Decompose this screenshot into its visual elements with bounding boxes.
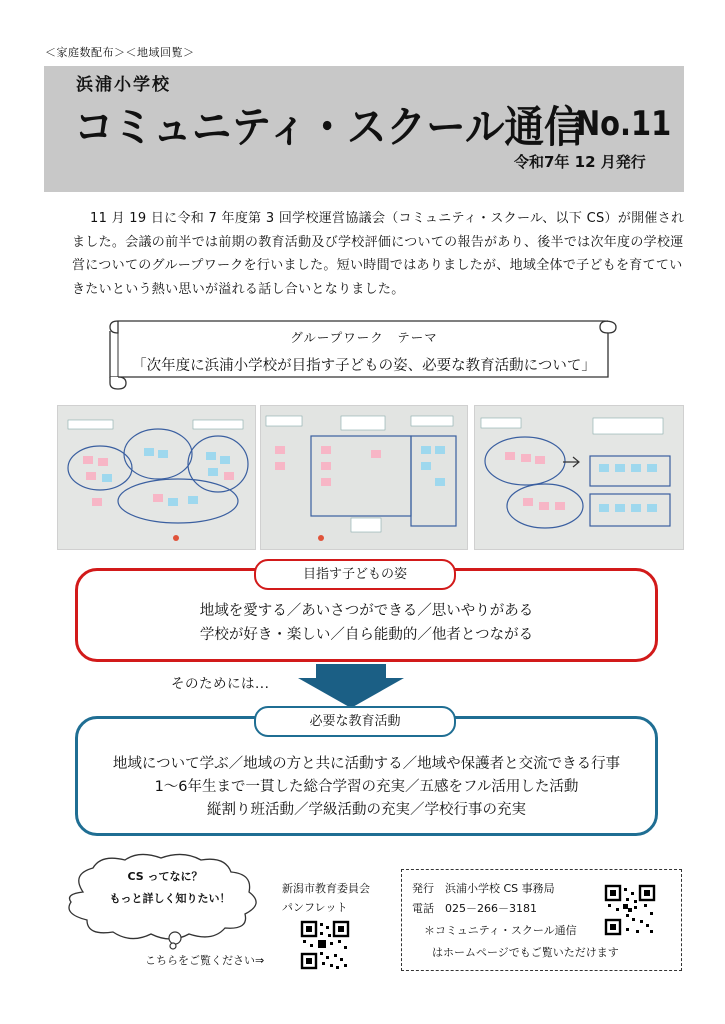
theme-label: グループワーク テーマ <box>290 330 438 345</box>
newsletter-title: コミュニティ・スクール通信 <box>74 103 584 153</box>
issue-date: 令和7年 12 月発行 <box>514 153 646 171</box>
groupwork-photo-3 <box>474 405 684 550</box>
intro-paragraph: 11 月 19 日に令和 7 年度第 3 回学校運営協議会（コミュニティ・スクール、以下 CS）が開催されました。会議の前半では前期の教育活動及び学校評価についての報告があり、後半では次年度の学校運営についてのグループワークを行いました。短い時間ではありましたが、地域全体で子どもを育てていきたいという熱い思いが溢れる話し合いとなりました。 <box>72 211 685 297</box>
theme-text: 「次年度に浜浦小学校が目指す子どもの姿、必要な教育活動について」 <box>132 358 596 374</box>
needed-line-3: 縦割り班活動／学級活動の充実／学校行事の充実 <box>207 802 526 818</box>
needed-line-1: 地域について学ぶ／地域の方と共に活動する／地域や保護者と交流できる行事 <box>112 756 621 772</box>
needed-line-2: 1～6年生まで一貫した総合学習の充実／五感をフル活用した活動 <box>154 779 579 795</box>
goal-line-1: 地域を愛する／あいさつができる／思いやりがある <box>199 603 534 619</box>
scroll-icon <box>104 311 624 391</box>
down-arrow-icon <box>298 664 404 708</box>
needed-tag: 必要な教育活動 <box>254 706 456 737</box>
see-here-text: こちらをご覧ください⇒ <box>145 954 265 967</box>
board-line-1: 新潟市教育委員会 <box>282 882 370 895</box>
newsletter-header <box>44 66 684 192</box>
theme-scroll-banner <box>104 311 624 391</box>
cloud-question-2: もっと詳しく知りたい！ <box>109 892 231 905</box>
publisher-line-4: はホームページでもご覧いただけます <box>432 946 619 959</box>
goal-tag: 目指す子どもの姿 <box>254 559 456 590</box>
board-line-2: パンフレット <box>282 901 348 914</box>
cloud-question: CS ってなに？ <box>127 870 203 883</box>
qr-code-icon[interactable] <box>300 920 350 970</box>
qr-code-icon[interactable] <box>604 884 656 936</box>
publisher-line-1: 発行 浜浦小学校 CS 事務局 <box>412 882 555 895</box>
groupwork-photo-2 <box>260 405 468 550</box>
goal-line-2: 学校が好き・楽しい／自ら能動的／他者とつながる <box>199 627 534 643</box>
publisher-line-3: ＊コミュニティ・スクール通信 <box>424 924 577 937</box>
school-name: 浜浦小学校 <box>76 75 171 95</box>
for-that-text: そのためには... <box>171 676 270 692</box>
groupwork-photo-1 <box>57 405 256 550</box>
issue-number: No.11 <box>576 104 672 144</box>
publisher-line-2: 電話 025－266－3181 <box>412 902 537 915</box>
distribution-note: ＜家庭数配布＞＜地域回覧＞ <box>45 46 195 59</box>
